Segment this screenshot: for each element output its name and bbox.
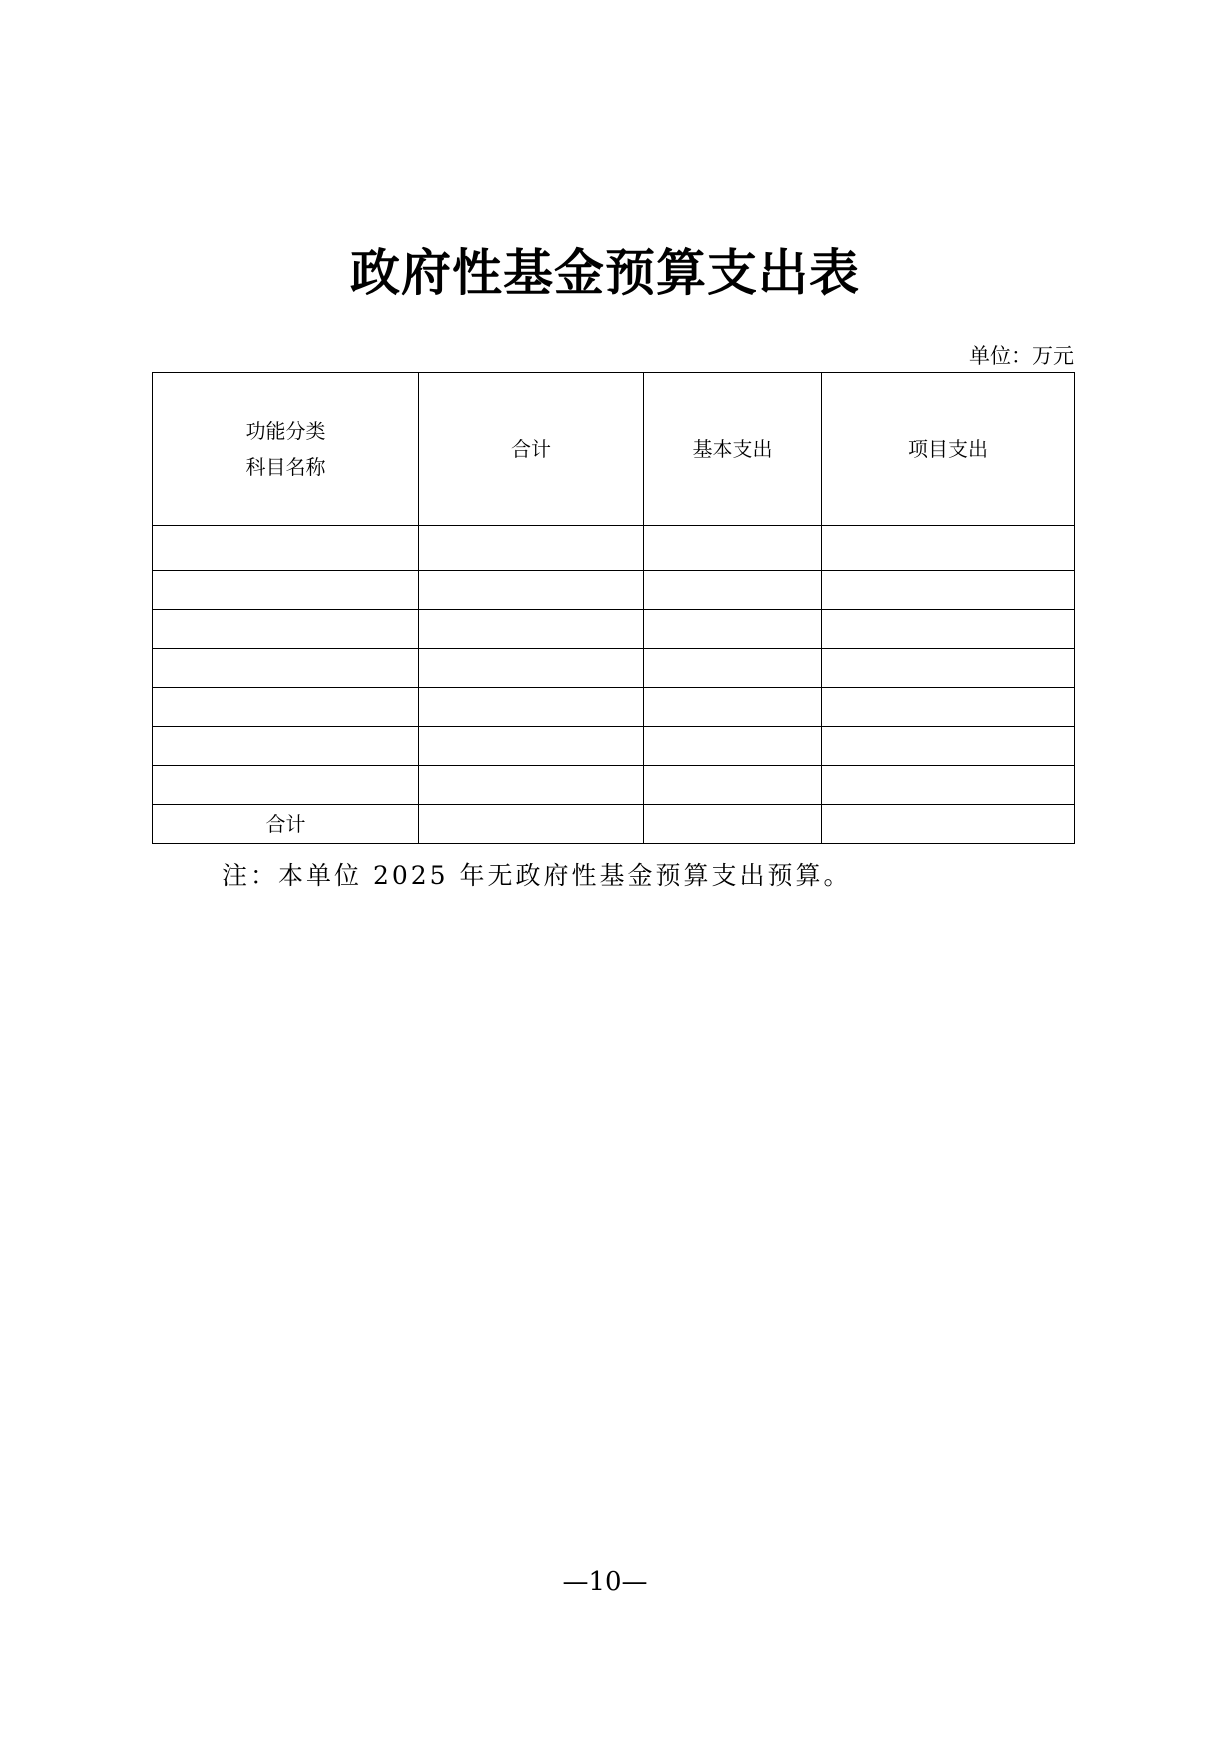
table-cell — [153, 526, 419, 571]
table-cell — [419, 649, 644, 688]
header-category-line1: 功能分类 — [245, 419, 326, 443]
table-cell — [822, 610, 1075, 649]
table-row — [153, 610, 1075, 649]
table-cell — [822, 727, 1075, 766]
table-total-row — [153, 805, 1075, 844]
header-basic: 基本支出 — [644, 373, 822, 526]
table-cell — [153, 649, 419, 688]
table-row — [153, 766, 1075, 805]
table-cell — [153, 727, 419, 766]
table-cell — [822, 571, 1075, 610]
table-cell — [153, 610, 419, 649]
table-cell — [822, 766, 1075, 805]
header-category-line2: 科目名称 — [245, 455, 326, 479]
table-cell — [822, 688, 1075, 727]
table-cell — [153, 766, 419, 805]
header-total: 合计 — [419, 373, 644, 526]
table-row — [153, 688, 1075, 727]
table-cell — [419, 688, 644, 727]
table-note: 注：本单位 2025 年无政府性基金预算支出预算。 — [222, 861, 852, 890]
table-cell — [644, 571, 822, 610]
header-category — [153, 373, 419, 526]
table-cell — [644, 526, 822, 571]
table-cell — [644, 766, 822, 805]
table-cell — [644, 610, 822, 649]
table-cell — [419, 571, 644, 610]
budget-table — [152, 372, 1075, 844]
total-label-cell: 合计 — [153, 805, 419, 844]
table-cell — [419, 727, 644, 766]
table-row — [153, 649, 1075, 688]
header-project: 项目支出 — [822, 373, 1075, 526]
table-cell — [822, 526, 1075, 571]
table-cell — [644, 727, 822, 766]
table-cell — [822, 649, 1075, 688]
table-row — [153, 571, 1075, 610]
table-cell — [644, 649, 822, 688]
table-cell — [153, 571, 419, 610]
table-header-row — [153, 373, 1075, 526]
page-number: —10— — [562, 1567, 648, 1597]
table-cell — [644, 688, 822, 727]
table-cell — [419, 610, 644, 649]
table-cell — [419, 766, 644, 805]
unit-label: 单位：万元 — [969, 344, 1074, 368]
table-cell — [419, 526, 644, 571]
page-title: 政府性基金预算支出表 — [350, 243, 860, 302]
total-basic-cell — [644, 805, 822, 844]
total-value-cell — [419, 805, 644, 844]
total-project-cell — [822, 805, 1075, 844]
table-row — [153, 727, 1075, 766]
table-cell — [153, 688, 419, 727]
table-row — [153, 526, 1075, 571]
